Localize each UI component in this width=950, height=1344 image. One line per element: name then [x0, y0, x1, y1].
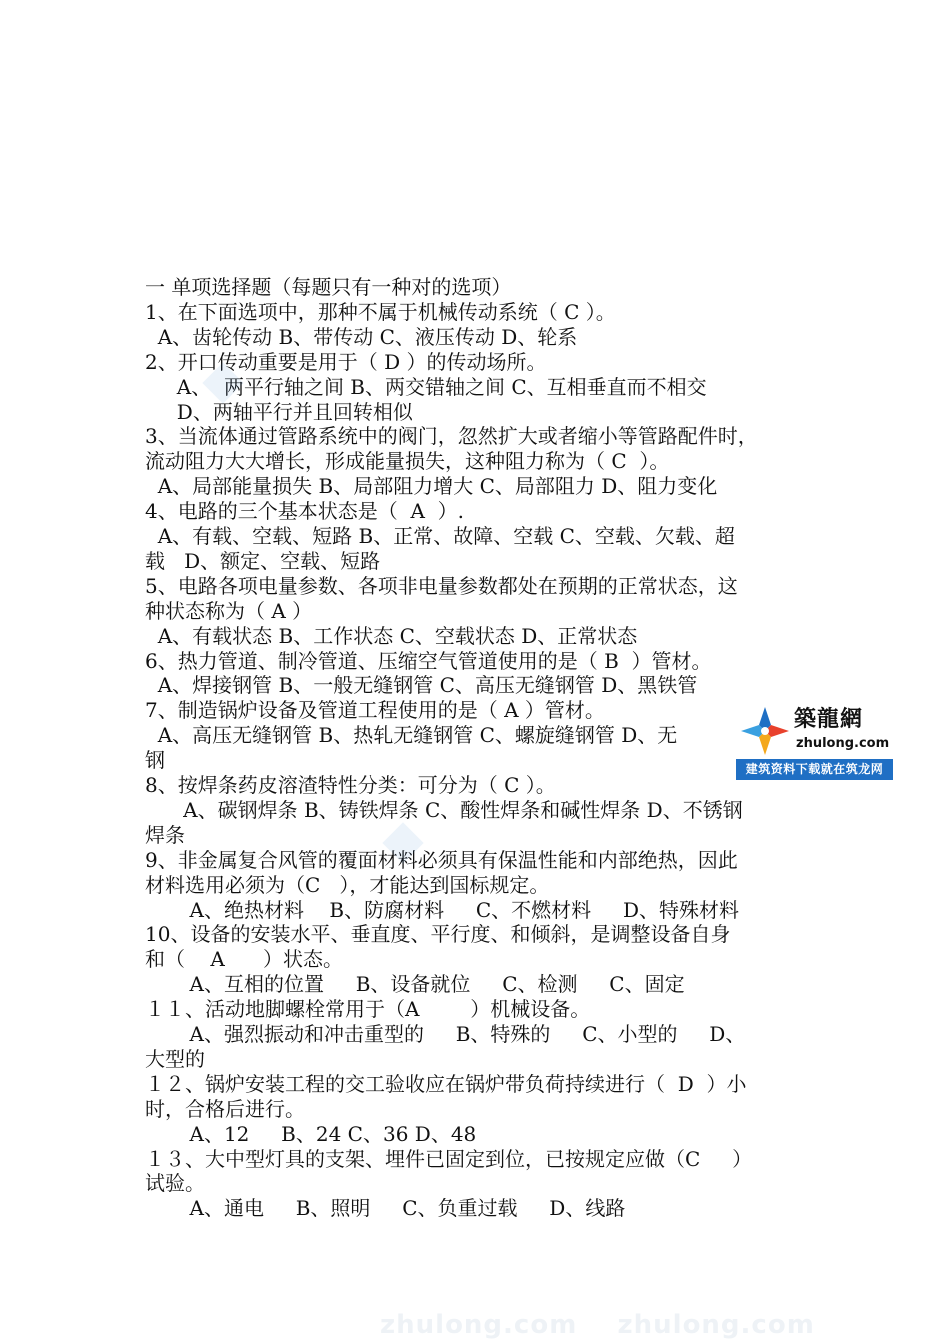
text-line: A、强烈振动和冲击重型的 B、特殊的 C、小型的 D、	[145, 1022, 746, 1046]
zhulong-star-logo-icon	[740, 706, 790, 756]
text-line: 时，合格后进行。	[145, 1097, 305, 1121]
text-line: A、 两平行轴之间 B、两交错轴之间 C、互相垂直而不相交	[145, 375, 707, 399]
watermark-text: zhulong.com zhulong.com	[380, 1310, 815, 1340]
watermark-icon	[380, 820, 426, 866]
text-line: 大型的	[145, 1047, 205, 1071]
text-line: 钢	[145, 748, 165, 772]
text-line: 6、热力管道、制冷管道、压缩空气管道使用的是（ B ）管材。	[145, 649, 712, 673]
text-line: A、12 B、24 C、36 D、48	[145, 1122, 477, 1146]
watermark-icon	[200, 360, 246, 406]
text-line: 材料选用必须为（C ），才能达到国标规定。	[145, 873, 550, 897]
logo-title: 築龍網	[794, 706, 864, 732]
text-line: 8、按焊条药皮溶渣特性分类：可分为（ C ）。	[145, 773, 556, 797]
text-line: 3、当流体通过管路系统中的阀门，忽然扩大或者缩小等管路配件时，	[145, 424, 758, 448]
text-line: 种状态称为（ A ）	[145, 599, 313, 623]
text-line: １２、锅炉安装工程的交工验收应在锅炉带负荷持续进行（ D ）小	[145, 1072, 747, 1096]
text-line: D、两轴平行并且回转相似	[145, 400, 413, 424]
text-line: 9、非金属复合风管的覆面材料必须具有保温性能和内部绝热，因此	[145, 848, 738, 872]
text-line: 5、电路各项电量参数、各项非电量参数都处在预期的正常状态，这	[145, 574, 738, 598]
text-line: A、互相的位置 B、设备就位 C、检测 C、固定	[145, 972, 685, 996]
text-line: A、局部能量损失 B、局部阻力增大 C、局部阻力 D、阻力变化	[145, 474, 718, 498]
text-line: 和（ A ）状态。	[145, 947, 344, 971]
text-line: 4、电路的三个基本状态是（ A ）.	[145, 499, 464, 523]
text-line: 2、开口传动重要是用于（ D ）的传动场所。	[145, 350, 547, 374]
text-line: A、绝热材料 B、防腐材料 C、不燃材料 D、特殊材料	[145, 898, 739, 922]
text-line: 7、制造锅炉设备及管道工程使用的是（ A ）管材。	[145, 698, 605, 722]
text-line: 一 单项选择题（每题只有一种对的选项）	[145, 275, 512, 299]
text-line: A、焊接钢管 B、一般无缝钢管 C、高压无缝钢管 D、黑铁管	[145, 673, 698, 697]
text-line: 载 D、额定、空载、短路	[145, 549, 381, 573]
text-line: 10、设备的安装水平、垂直度、平行度、和倾斜，是调整设备自身	[145, 922, 731, 946]
text-line: A、齿轮传动 B、带传动 C、液压传动 D、轮系	[145, 325, 578, 349]
text-line: １１、活动地脚螺栓常用于（A ）机械设备。	[145, 997, 591, 1021]
text-line: A、高压无缝钢管 B、热轧无缝钢管 C、螺旋缝钢管 D、无	[145, 723, 678, 747]
zhulong-logo	[736, 702, 893, 780]
logo-url: zhulong.com	[796, 736, 890, 751]
logo-tagline: 建筑资料下载就在筑龙网	[736, 759, 893, 780]
text-line: A、有载状态 B、工作状态 C、空载状态 D、正常状态	[145, 624, 638, 648]
text-line: A、通电 B、照明 C、负重过载 D、线路	[145, 1196, 626, 1220]
text-line: 试验。	[145, 1171, 205, 1195]
text-line: A、有载、空载、短路 B、正常、故障、空载 C、空载、欠载、超	[145, 524, 735, 548]
text-line: １３、大中型灯具的支架、埋件已固定到位，已按规定应做（C ）	[145, 1147, 753, 1171]
text-line: 流动阻力大大增长，形成能量损失，这种阻力称为（ C ）。	[145, 449, 670, 473]
text-line: 1、在下面选项中，那种不属于机械传动系统（ C ）。	[145, 300, 616, 324]
text-line: A、碳钢焊条 B、铸铁焊条 C、酸性焊条和碱性焊条 D、不锈钢	[145, 798, 743, 822]
text-line: 焊条	[145, 823, 185, 847]
